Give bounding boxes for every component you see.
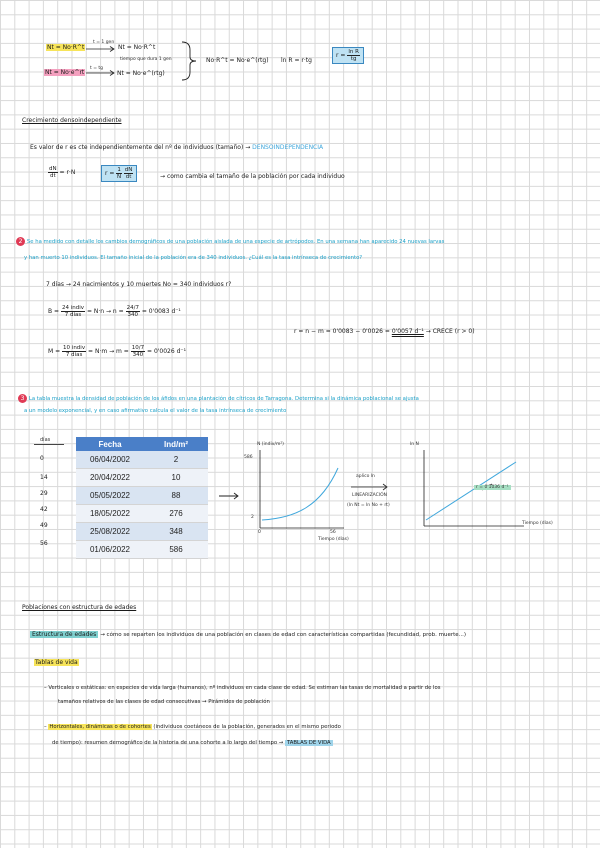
- equality: No·R^t = No·e^(rtg): [206, 57, 269, 64]
- horizontal-tables-line1: – Horizontales, dinámicas o de cohortes (individuos coetáneos de la población, generados en el mismo periodo: [44, 724, 341, 730]
- table-row: [76, 487, 208, 505]
- cell-date: 20/04/2022: [76, 469, 144, 487]
- table-row: [76, 523, 208, 541]
- day-4: 49: [40, 522, 48, 529]
- day-1: 14: [40, 474, 48, 481]
- cell-density: 2: [144, 451, 208, 469]
- exercise-2-line2: y han muerto 10 individuos. El tamaño inicial de la población era de 340 individuos. ¿Cuál es la tasa intrínseca de crecimiento?: [24, 255, 363, 261]
- formula-exponential: Nt = No·e^rt: [45, 69, 85, 76]
- result-exponential: Nt = No·e^(rtg): [117, 70, 165, 77]
- result-geometric: Nt = No·R^t: [118, 44, 156, 51]
- graph1-exponential-curve: [256, 448, 346, 532]
- exercise-2-data: 7 días → 24 nacimientos y 10 muertes No = 340 individuos r?: [46, 281, 232, 288]
- col-header-date: Fecha: [76, 437, 144, 451]
- graph2-line: [426, 462, 516, 520]
- births-equation: B = $\frac{\text{24 indiv}}{\text{7 días}}$ = N·n → n = $\frac{24/7}{340}$ = 0'0083 d⁻¹: [48, 305, 181, 318]
- formula-geometric: Nt = No·R^t: [47, 44, 85, 51]
- vertical-tables-line1: – Verticales o estáticas: en especies de vida larga (humanos), nº individuos en cada clase de edad. Se estiman las tasas de mortalidad a partir de los: [44, 685, 441, 691]
- dens-line: Es valor de r es cte independientemente del nº de individuos (tamaño) → DENSOINDEPENDENCIA: [30, 144, 324, 151]
- cell-density: 276: [144, 505, 208, 523]
- boxed-r-definition: r = $\frac{1}{N}$ $\frac{dN}{dt}$: [101, 165, 137, 182]
- day-3: 42: [40, 506, 48, 513]
- day-2: 29: [40, 490, 48, 497]
- age-heading: Poblaciones con estructura de edades: [22, 604, 137, 611]
- exercise-3-line2: a un modelo exponencial, y en caso afirmativo calcula el valor de la tasa intrínseca de crecimiento: [24, 408, 287, 414]
- day-0: 0: [40, 455, 44, 462]
- table-header: [76, 437, 208, 451]
- apply-ln-note: aplico ln: [356, 474, 375, 479]
- arrow2-label: t = tg: [90, 66, 104, 71]
- boxed-r-formula: r = $\frac{\text{ln R}}{tg}$: [332, 47, 364, 64]
- linearize-arrow: [350, 483, 390, 491]
- cell-date: 06/04/2002: [76, 451, 144, 469]
- graph1-x1: 56: [330, 530, 336, 535]
- day-5: 56: [40, 540, 48, 547]
- age-definition: Estructura de edades → cómo se reparten los individuos de una población en clases de edad con características compartidas (fecundidad, prob. muerte...): [32, 631, 467, 638]
- days-label: días: [40, 437, 51, 443]
- cell-density: 88: [144, 487, 208, 505]
- curly-brace: [178, 40, 200, 82]
- cell-date: 25/08/2022: [76, 523, 144, 541]
- graph1-xlabel: Tiempo (días): [318, 537, 349, 542]
- graph1-x0: 0: [258, 530, 261, 535]
- table-row: [76, 505, 208, 523]
- arrow1-label: t = 1 gen: [93, 40, 115, 45]
- top-arrows: [86, 46, 116, 76]
- section-heading: Crecimiento densoindependiente: [22, 117, 122, 124]
- graph1-ytop: 586: [244, 455, 253, 460]
- col-header-density: Ind/m²: [144, 437, 208, 451]
- graph2-ylabel: ln N: [410, 442, 419, 447]
- cell-density: 586: [144, 541, 208, 559]
- vertical-tables-line2: tamaños relativos de las clases de edad consecutivas → Pirámides de población: [58, 699, 270, 705]
- r-result: r = n − m = 0'0083 − 0'0026 = 0'0057 d⁻¹ → CRECE (r > 0): [294, 328, 475, 335]
- life-tables-label: Tablas de vida: [35, 659, 78, 666]
- graph2-slope: r = 0'1036 d⁻¹: [476, 485, 509, 490]
- cell-date: 05/05/2022: [76, 487, 144, 505]
- cell-density: 348: [144, 523, 208, 541]
- exercise-3-line1: 3 La tabla muestra la densidad de población de los áfidos en una plantación de cítricos de Tarragona. Determina si la dinámica poblacional se ajusta: [18, 394, 419, 403]
- table-to-graph-arrow: [218, 492, 240, 500]
- horizontal-tables-line2: de tiempo): resumen demográfico de la historia de una cohorte a lo largo del tiempo → TABLAS DE VIDA: [52, 740, 331, 746]
- deaths-equation: M = $\frac{\text{10 indiv}}{\text{7 días}}$ = N·m → m = $\frac{10/7}{340}$ = 0'0026 d⁻¹: [48, 345, 186, 358]
- linearization-formula: (ln Nt = ln No + rt): [347, 503, 390, 508]
- graph1-ylabel: N (indiv/m²): [257, 442, 284, 447]
- dens-equation: $\frac{dN}{dt}$ = r·N: [49, 166, 76, 179]
- graph2-xlabel: Tiempo (días): [522, 521, 553, 526]
- table-row: [76, 451, 208, 469]
- density-table: [76, 437, 208, 559]
- table-row: [76, 541, 208, 559]
- linearization-label: LINEARIZACIÓN: [352, 493, 388, 498]
- cell-density: 10: [144, 469, 208, 487]
- days-underline: [34, 444, 64, 445]
- log-equality: ln R = r·tg: [281, 57, 312, 64]
- dens-note: → como cambia el tamaño de la población por cada individuo: [160, 173, 345, 180]
- graph1-curve: [262, 468, 338, 520]
- table-row: [76, 469, 208, 487]
- graph1-ybottom: 2: [251, 515, 254, 520]
- generation-note: tiempo que dura 1 gen: [120, 57, 172, 62]
- cell-date: 18/05/2022: [76, 505, 144, 523]
- cell-date: 01/06/2022: [76, 541, 144, 559]
- exercise-2-line1: 2 Se ha medido con detalle los cambios demográficos de una población aislada de una especie de artrópodos. En una semana han aparecido 24 nuevas larvas: [16, 237, 444, 246]
